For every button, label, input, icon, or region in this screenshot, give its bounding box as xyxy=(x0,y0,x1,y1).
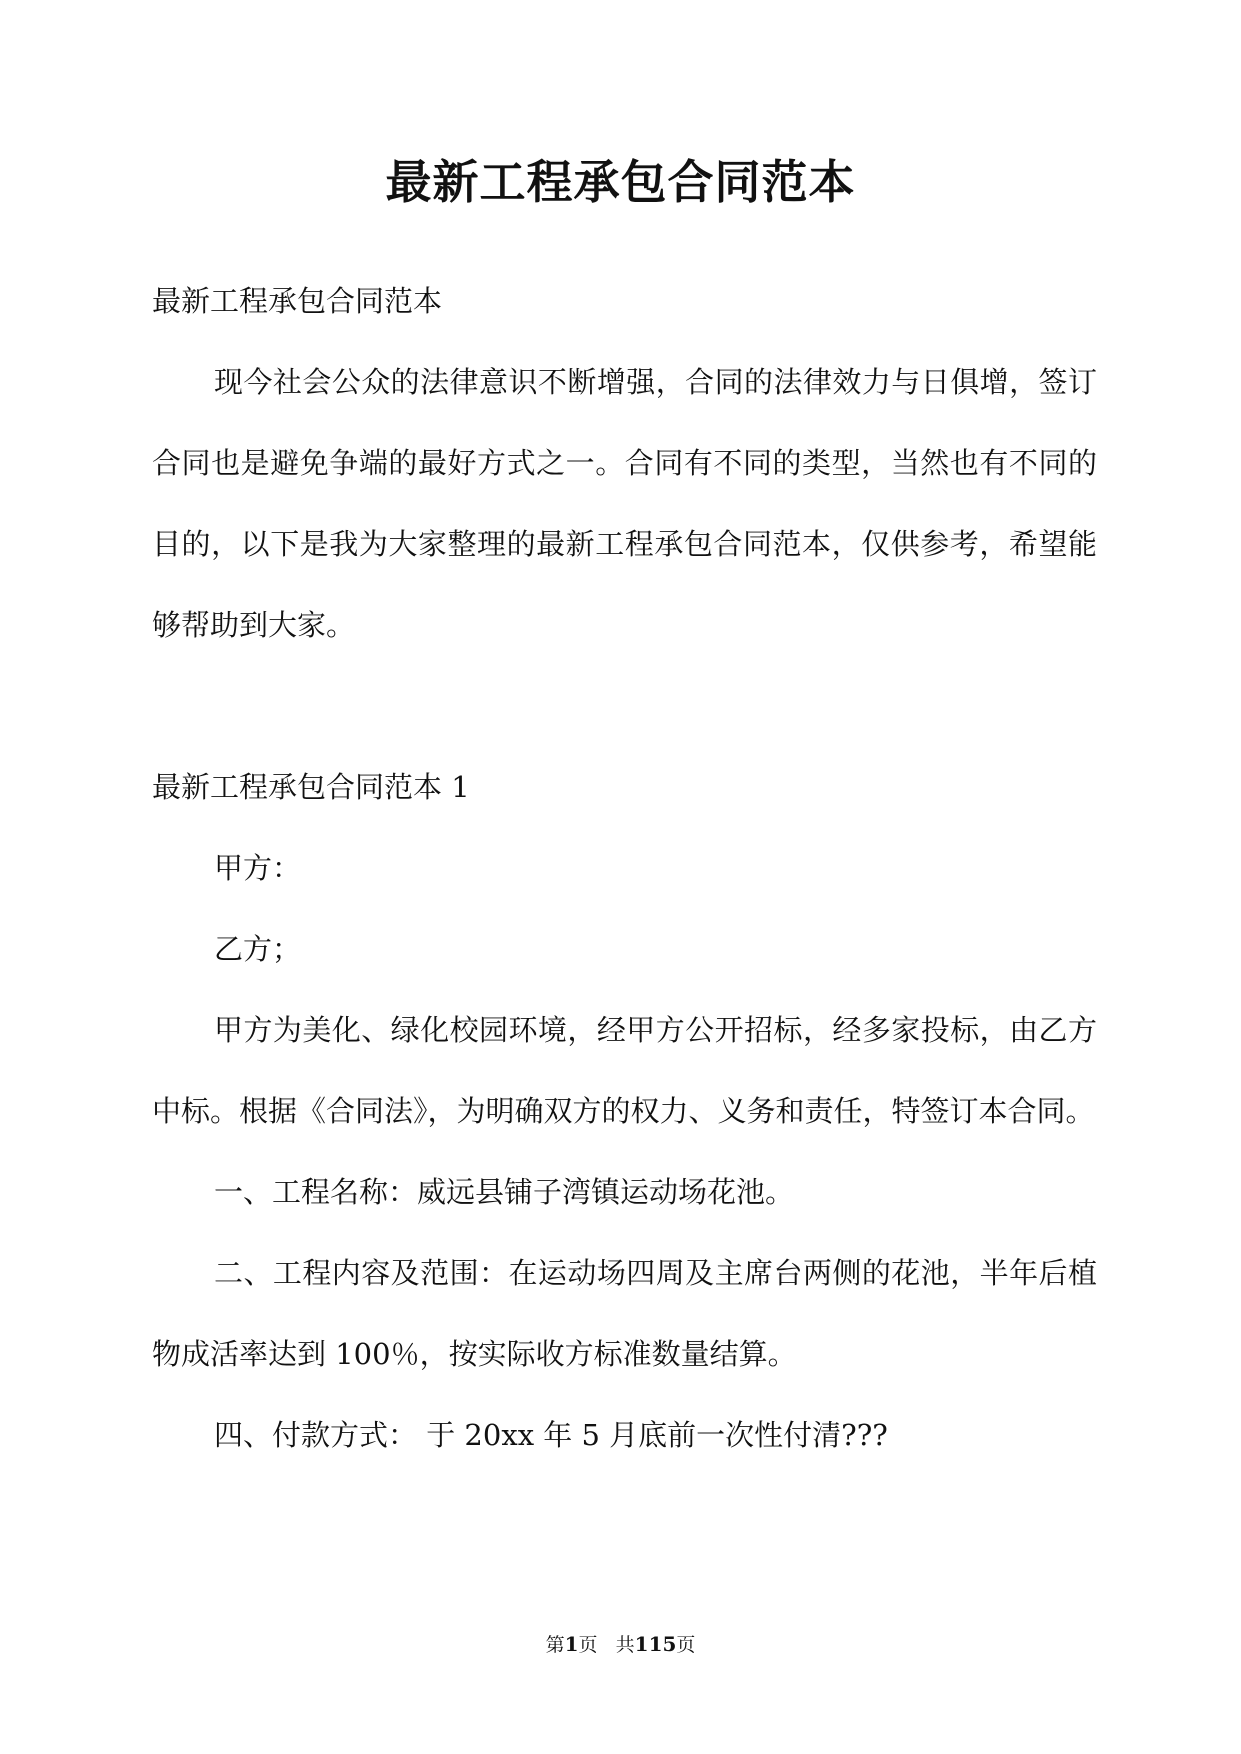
page-number: 1 xyxy=(564,1632,579,1656)
clause-project-scope: 二、工程内容及范围：在运动场四周及主席台两侧的花池，半年后植物成活率达到 100％，按实际收方标准数量结算。 xyxy=(152,1256,1097,1371)
contract-heading: 最新工程承包合同范本 1 xyxy=(152,770,470,804)
total-prefix: 共 xyxy=(615,1634,635,1656)
section-heading: 最新工程承包合同范本 xyxy=(152,284,443,318)
page-prefix: 第 xyxy=(545,1634,565,1656)
total-suffix: 页 xyxy=(676,1634,696,1656)
page-footer xyxy=(0,1631,1241,1658)
party-b-line: 乙方； xyxy=(214,932,302,966)
page-suffix: 页 xyxy=(578,1634,598,1656)
document-body xyxy=(152,261,1097,1476)
total-pages: 115 xyxy=(634,1632,677,1656)
intro-paragraph: 现今社会公众的法律意识不断增强，合同的法律效力与日俱增，签订合同也是避免争端的最好方式之一。合同有不同的类型，当然也有不同的目的，以下是我为大家整理的最新工程承包合同范本，仅供参考，希望能够帮助到大家。 xyxy=(152,365,1097,642)
party-a-line: 甲方： xyxy=(214,851,302,885)
contract-preamble: 甲方为美化、绿化校园环境，经甲方公开招标，经多家投标，由乙方中标。根据《合同法》，为明确双方的权力、义务和责任，特签订本合同。 xyxy=(152,1013,1097,1128)
paragraph-gap xyxy=(152,666,1097,747)
document-title: 最新工程承包合同范本 xyxy=(385,155,856,209)
clause-project-name: 一、工程名称：威远县铺子湾镇运动场花池。 xyxy=(214,1175,795,1209)
clause-payment: 四、付款方式： 于 20xx 年 5 月底前一次性付清??? xyxy=(214,1418,888,1452)
